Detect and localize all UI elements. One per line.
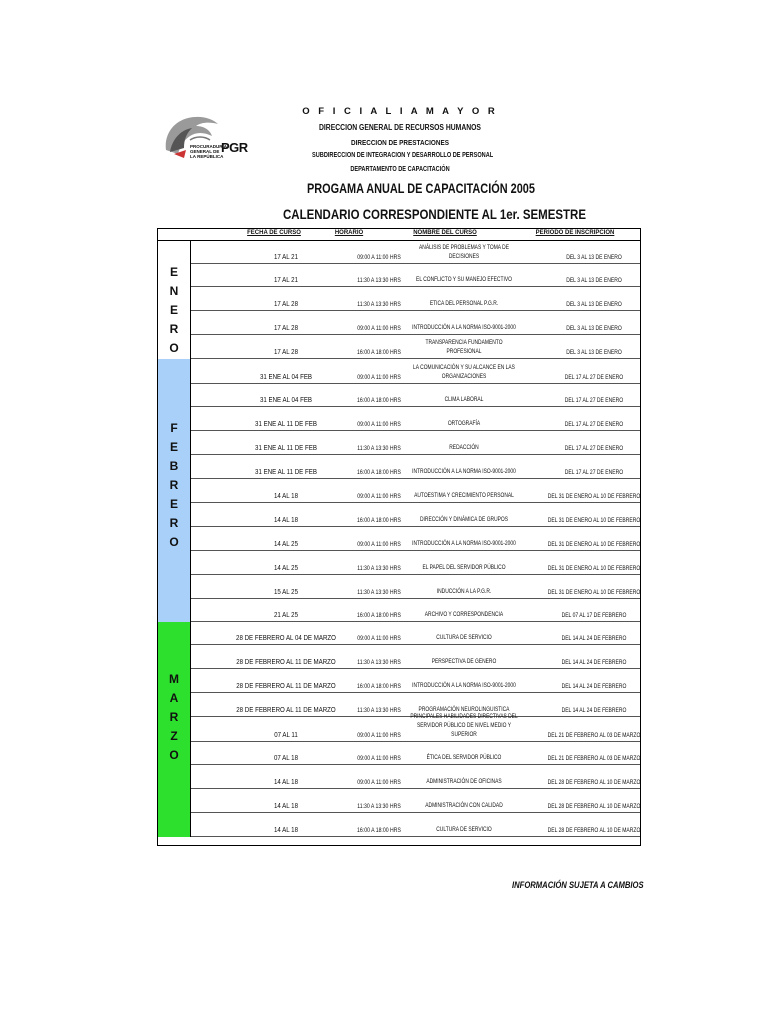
header-direccion-general: DIRECCION GENERAL DE RECURSOS HUMANOS <box>319 123 481 132</box>
cell-fecha: 31 ENE AL 04 FEB <box>259 372 313 381</box>
cell-nombre: TRANSPARENCIA FUNDAMENTO PROFESIONAL <box>425 339 503 355</box>
column-header-horario: HORARIO <box>334 230 364 236</box>
month-letter: E <box>169 497 178 511</box>
table-row <box>191 713 641 742</box>
month-letter: M <box>169 672 179 686</box>
month-letter: E <box>169 303 178 317</box>
logo-line-1: PROCURADURÍA <box>190 144 227 149</box>
cell-fecha: 28 DE FEBRERO AL 11 DE MARZO <box>236 657 336 666</box>
month-letter: N <box>169 284 179 298</box>
cell-fecha: 14 AL 18 <box>273 801 299 810</box>
column-header-nombre: NOMBRE DEL CURSO <box>413 230 477 236</box>
page-subtitle: CALENDARIO CORRESPONDIENTE AL 1er. SEMESTRE <box>283 206 587 222</box>
cell-nombre: INTRODUCCIÓN A LA NORMA ISO-9001-2000 <box>412 540 516 547</box>
cell-nombre: CLIMA LABORAL <box>444 396 484 403</box>
cell-periodo: DEL 31 DE ENERO AL 10 DE FEBRERO <box>547 541 641 548</box>
month-letter: O <box>169 341 179 355</box>
table-row <box>191 335 640 359</box>
cell-horario: 11:30 A 13:30 HRS <box>357 589 401 596</box>
table-row <box>191 765 640 789</box>
cell-nombre: INTRODUCCIÓN A LA NORMA ISO-9001-2000 <box>412 324 516 331</box>
month-letter: A <box>169 691 179 705</box>
cell-periodo: DEL 17 AL 27 DE ENERO <box>564 397 624 404</box>
cell-horario: 09:00 A 11:00 HRS <box>357 541 401 548</box>
cell-horario: 11:30 A 13:30 HRS <box>357 445 401 452</box>
cell-periodo: DEL 3 AL 13 DE ENERO <box>566 349 622 356</box>
cell-horario: 09:00 A 11:00 HRS <box>357 421 401 428</box>
page-title: PROGAMA ANUAL DE CAPACITACIÓN 2005 <box>307 180 535 196</box>
cell-nombre: AUTOESTIMA Y CRECIMIENTO PERSONAL <box>414 492 514 499</box>
cell-fecha: 17 AL 21 <box>273 252 299 261</box>
cell-horario: 09:00 A 11:00 HRS <box>357 374 401 381</box>
cell-nombre: DIRECCIÓN Y DINÁMICA DE GRUPOS <box>420 516 508 523</box>
cell-horario: 16:00 A 18:00 HRS <box>357 397 401 404</box>
cell-fecha: 28 DE FEBRERO AL 11 DE MARZO <box>236 681 336 690</box>
cell-horario: 11:30 A 13:30 HRS <box>357 565 401 572</box>
month-letter: Z <box>170 729 178 743</box>
cell-fecha: 21 AL 25 <box>273 610 299 619</box>
cell-periodo: DEL 28 DE FEBRERO AL 10 DE MARZO <box>547 803 641 810</box>
table-row <box>191 669 640 693</box>
cell-fecha: 28 DE FEBRERO AL 04 DE MARZO <box>236 633 336 642</box>
month-letter: F <box>170 421 178 435</box>
table-row <box>191 789 640 813</box>
table-row <box>191 645 640 669</box>
month-letter: R <box>169 322 179 336</box>
table-row <box>191 287 640 311</box>
table-row <box>191 503 640 527</box>
month-letter: R <box>169 478 179 492</box>
cell-periodo: DEL 21 DE FEBRERO AL 03 DE MARZO <box>547 732 641 739</box>
cell-periodo: DEL 17 AL 27 DE ENERO <box>564 421 624 428</box>
cell-horario: 16:00 A 18:00 HRS <box>357 517 401 524</box>
cell-fecha: 14 AL 25 <box>273 539 299 548</box>
logo-line-2: GENERAL DE <box>190 149 220 154</box>
cell-horario: 09:00 A 11:00 HRS <box>357 779 401 786</box>
cell-horario: 11:30 A 13:30 HRS <box>357 277 401 284</box>
table-row <box>191 479 640 503</box>
cell-horario: 16:00 A 18:00 HRS <box>357 683 401 690</box>
cell-nombre: EL CONFLICTO Y SU MANEJO EFECTIVO <box>416 276 512 283</box>
table-row <box>191 264 640 287</box>
cell-nombre: INTRODUCCIÓN A LA NORMA ISO-9001-2000 <box>412 468 516 475</box>
cell-horario: 09:00 A 11:00 HRS <box>357 325 401 332</box>
month-label <box>158 622 191 837</box>
cell-horario: 09:00 A 11:00 HRS <box>357 254 401 261</box>
cell-horario: 09:00 A 11:00 HRS <box>357 635 401 642</box>
cell-nombre: CULTURA DE SERVICIO <box>436 634 492 641</box>
logo-line-3: LA REPÚBLICA <box>190 154 224 159</box>
cell-nombre: ORTOGRAFÍA <box>447 420 481 427</box>
cell-horario: 16:00 A 18:00 HRS <box>357 349 401 356</box>
cell-fecha: 14 AL 18 <box>273 777 299 786</box>
month-label <box>158 359 191 622</box>
cell-periodo: DEL 3 AL 13 DE ENERO <box>566 254 622 261</box>
cell-nombre: INTRODUCCIÓN A LA NORMA ISO-9001-2000 <box>412 682 516 689</box>
cell-nombre: ÉTICA DEL SERVIDOR PÚBLICO <box>426 754 502 761</box>
cell-periodo: DEL 31 DE ENERO AL 10 DE FEBRERO <box>547 565 641 572</box>
cell-nombre: ANÁLISIS DE PROBLEMAS Y TOMA DE DECISIONES <box>419 244 509 260</box>
table-row <box>191 311 640 335</box>
cell-fecha: 14 AL 25 <box>273 563 299 572</box>
table-row <box>191 622 640 645</box>
cell-fecha: 31 ENE AL 11 DE FEB <box>255 419 317 428</box>
cell-nombre: PRINCIPALES HABILIDADES DIRECTIVAS DEL SERVIDOR PÚBLICO DE NIVEL MEDIO Y SUPERIOR <box>410 713 518 738</box>
cell-nombre: LA COMUNICACIÓN Y SU ALCANCE EN LAS ORGANIZACIONES <box>413 364 515 380</box>
cell-periodo: DEL 17 AL 27 DE ENERO <box>564 374 624 381</box>
cell-horario: 11:30 A 13:30 HRS <box>357 803 401 810</box>
table-row <box>191 551 640 575</box>
table-row <box>191 407 640 431</box>
cell-nombre: CULTURA DE SERVICIO <box>436 826 492 833</box>
cell-periodo: DEL 3 AL 13 DE ENERO <box>566 301 622 308</box>
cell-horario: 16:00 A 18:00 HRS <box>357 469 401 476</box>
cell-nombre: PROGRAMACIÓN NEUROLINGUISTICA <box>418 706 510 713</box>
cell-horario: 09:00 A 11:00 HRS <box>357 493 401 500</box>
footer-note: INFORMACIÓN SUJETA A CAMBIOS <box>512 880 644 890</box>
cell-nombre: ARCHIVO Y CORRESPONDENCIA <box>424 611 504 618</box>
logo-abbr: PGR <box>221 140 248 155</box>
cell-nombre: INDUCCIÓN A LA P.G.R. <box>436 588 492 595</box>
cell-periodo: DEL 17 AL 27 DE ENERO <box>564 469 624 476</box>
header-subdireccion: SUBDIRECCION DE INTEGRACION Y DESARROLLO DE PERSONAL <box>312 152 494 159</box>
cell-fecha: 17 AL 21 <box>273 275 299 284</box>
header-departamento: DEPARTAMENTO DE CAPACITACIÓN <box>350 166 450 173</box>
cell-periodo: DEL 14 AL 24 DE FEBRERO <box>561 707 627 714</box>
cell-periodo: DEL 17 AL 27 DE ENERO <box>564 445 624 452</box>
cell-periodo: DEL 3 AL 13 DE ENERO <box>566 277 622 284</box>
month-letter: O <box>169 748 179 762</box>
cell-fecha: 14 AL 18 <box>273 491 299 500</box>
cell-horario: 11:30 A 13:30 HRS <box>357 301 401 308</box>
cell-horario: 09:00 A 11:00 HRS <box>357 732 401 739</box>
cell-periodo: DEL 28 DE FEBRERO AL 10 DE MARZO <box>547 827 641 834</box>
month-letter: B <box>169 459 179 473</box>
cell-fecha: 14 AL 18 <box>273 825 299 834</box>
month-label <box>158 241 191 359</box>
month-letter: O <box>169 535 179 549</box>
cell-horario: 11:30 A 13:30 HRS <box>357 659 401 666</box>
month-letter: E <box>169 440 178 454</box>
cell-fecha: 17 AL 28 <box>273 347 299 356</box>
cell-fecha: 17 AL 28 <box>273 299 299 308</box>
month-letter: E <box>169 265 178 279</box>
cell-horario: 09:00 A 11:00 HRS <box>357 755 401 762</box>
table-row <box>191 384 640 407</box>
schedule-table <box>157 228 641 846</box>
cell-periodo: DEL 3 AL 13 DE ENERO <box>566 325 622 332</box>
table-row <box>191 527 640 551</box>
cell-periodo: DEL 14 AL 24 DE FEBRERO <box>561 659 627 666</box>
cell-periodo: DEL 07 AL 17 DE FEBRERO <box>561 612 627 619</box>
pgr-logo <box>160 110 248 166</box>
cell-periodo: DEL 31 DE ENERO AL 10 DE FEBRERO <box>547 517 641 524</box>
column-header-fecha: FECHA DE CURSO <box>247 230 301 236</box>
table-row <box>191 813 640 837</box>
cell-horario: 16:00 A 18:00 HRS <box>357 827 401 834</box>
column-header-periodo: PERIODO DE INSCRIPCION <box>535 230 615 236</box>
cell-fecha: 17 AL 28 <box>273 323 299 332</box>
cell-fecha: 31 ENE AL 11 DE FEB <box>255 467 317 476</box>
cell-periodo: DEL 28 DE FEBRERO AL 10 DE MARZO <box>547 779 641 786</box>
cell-fecha: 14 AL 18 <box>273 515 299 524</box>
table-row <box>191 575 640 599</box>
cell-fecha: 07 AL 18 <box>273 753 299 762</box>
cell-fecha: 31 ENE AL 11 DE FEB <box>255 443 317 452</box>
header-direccion-prestaciones: DIRECCION DE PRESTACIONES <box>350 138 449 147</box>
cell-periodo: DEL 14 AL 24 DE FEBRERO <box>561 683 627 690</box>
table-row <box>191 599 640 622</box>
table-row <box>191 241 640 264</box>
table-header <box>158 229 640 241</box>
cell-fecha: 15 AL 25 <box>273 587 299 596</box>
cell-nombre: ADMINISTRACIÓN CON CALIDAD <box>425 802 503 809</box>
cell-periodo: DEL 14 AL 24 DE FEBRERO <box>561 635 627 642</box>
cell-nombre: ADMINISTRACIÓN DE OFICINAS <box>426 778 502 785</box>
table-row <box>191 742 640 765</box>
table-row <box>191 431 640 455</box>
month-letter: R <box>169 710 179 724</box>
cell-horario: 16:00 A 18:00 HRS <box>357 612 401 619</box>
cell-nombre: EL PAPEL DEL SERVIDOR PÚBLICO <box>422 564 506 571</box>
cell-nombre: PERSPECTIVA DE GENERO <box>431 658 497 665</box>
cell-nombre: REDACCIÓN <box>449 444 479 451</box>
cell-fecha: 31 ENE AL 04 FEB <box>259 395 313 404</box>
cell-fecha: 07 AL 11 <box>274 730 298 739</box>
cell-periodo: DEL 21 DE FEBRERO AL 03 DE MARZO <box>547 755 641 762</box>
header-oficialia: O F I C I A L I A M A Y O R <box>302 106 498 117</box>
cell-nombre: ETICA DEL PERSONAL P.G.R. <box>429 300 499 307</box>
cell-fecha: 28 DE FEBRERO AL 11 DE MARZO <box>236 705 336 714</box>
cell-periodo: DEL 31 DE ENERO AL 10 DE FEBRERO <box>547 589 641 596</box>
month-letter: R <box>169 516 179 530</box>
cell-periodo: DEL 31 DE ENERO AL 10 DE FEBRERO <box>547 493 641 500</box>
table-row <box>191 455 640 479</box>
cell-horario: 11:30 A 13:30 HRS <box>357 707 401 714</box>
table-row <box>191 359 640 384</box>
